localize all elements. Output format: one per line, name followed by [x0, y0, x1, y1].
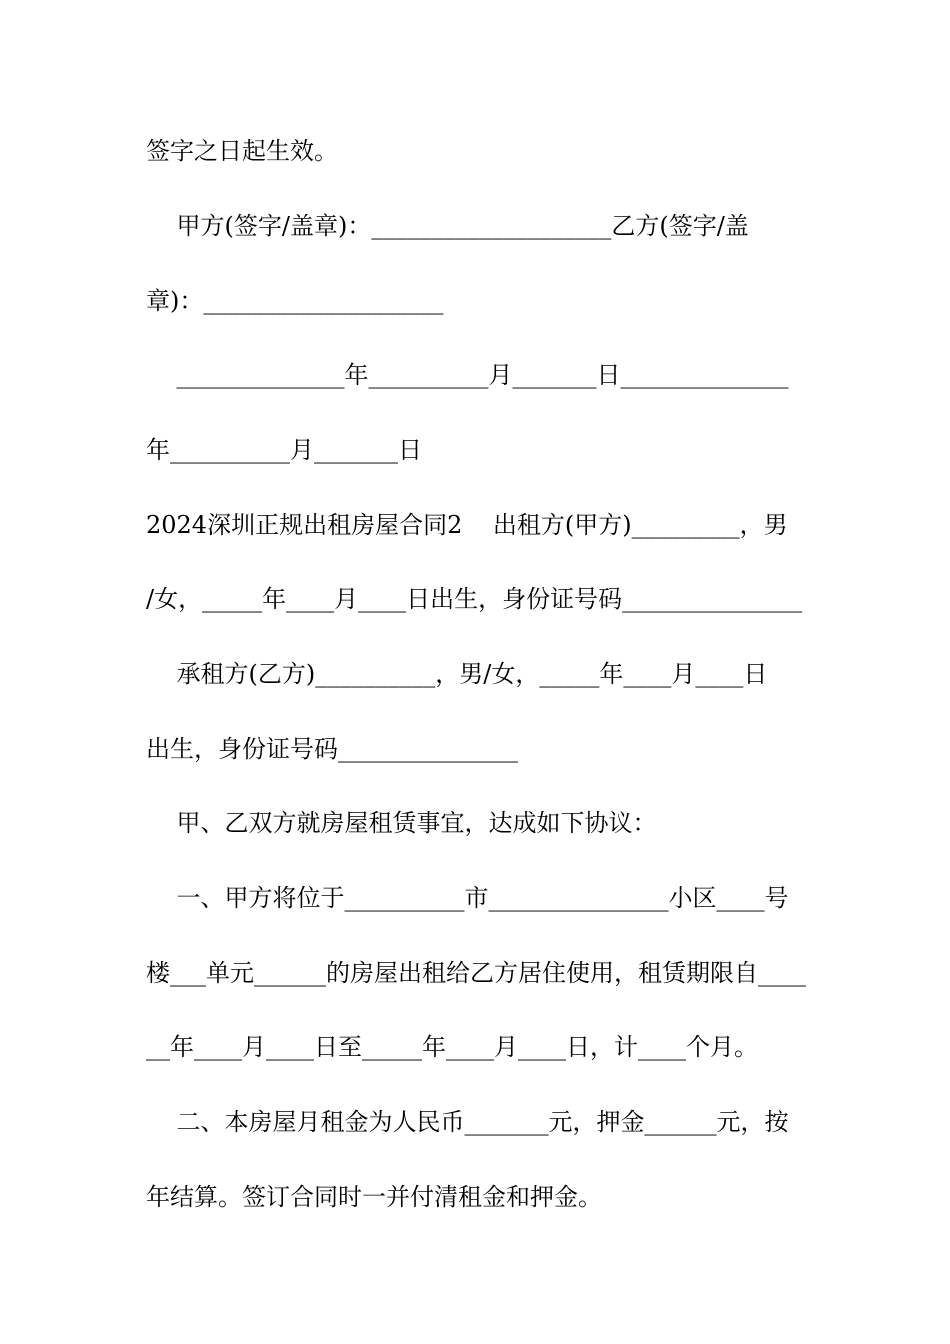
text-line: 签字之日起生效。 — [146, 137, 338, 165]
text-line: ______________年__________月_______日______________ — [146, 361, 789, 389]
text-line: 甲方(签字/盖章)：____________________乙方(签字/盖 — [146, 212, 749, 240]
text-line: __年____月____日至_____年____月____日，计____个月。 — [146, 1033, 758, 1061]
text-line: 甲、乙双方就房屋租赁事宜，达成如下协议： — [146, 809, 657, 837]
text-line: 年__________月_______日 — [146, 436, 422, 464]
text-line: 2024深圳正规出租房屋合同2 出租方(甲方)_________，男 — [146, 511, 788, 539]
text-line: 年结算。签订合同时一并付清租金和押金。 — [146, 1183, 602, 1211]
text-line: 一、甲方将位于__________市_______________小区____号 — [146, 884, 789, 912]
text-line: 二、本房屋月租金为人民币_______元，押金______元，按 — [146, 1108, 789, 1136]
text-line: 章)：____________________ — [146, 287, 444, 315]
text-line: 楼___单元______的房屋出租给乙方居住使用，租赁期限自____ — [146, 959, 806, 987]
text-line: 承租方(乙方)__________，男/女，_____年____月____日 — [146, 660, 768, 688]
text-line: 出生，身份证号码_______________ — [146, 735, 518, 763]
text-line: /女，_____年____月____日出生，身份证号码_______________ — [146, 585, 803, 613]
